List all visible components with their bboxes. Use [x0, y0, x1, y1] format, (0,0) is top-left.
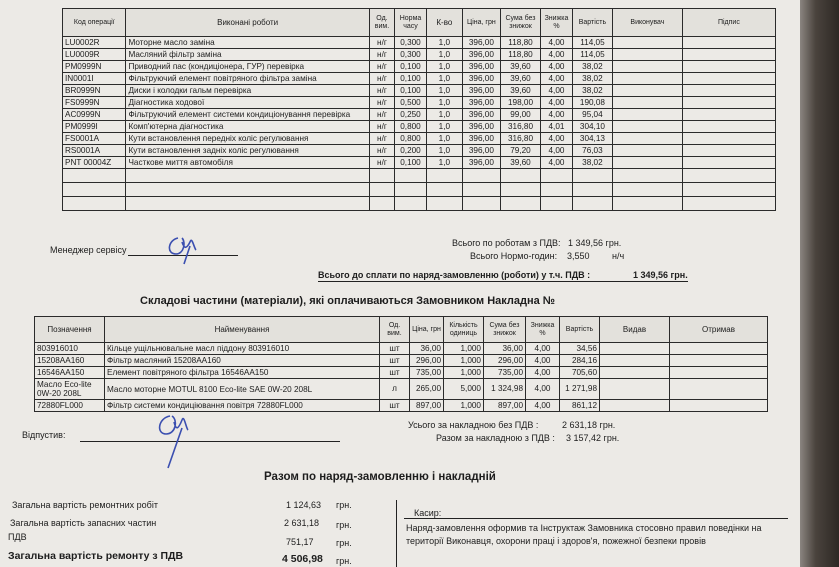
norm-hours-unit: н/ч	[612, 251, 625, 261]
part-unit-cell: шт	[380, 400, 410, 412]
work-qty-cell: 1,0	[426, 133, 462, 145]
part-discount-cell: 4,00	[526, 400, 560, 412]
work-cost-cell: 38,02	[572, 85, 612, 97]
parts-row	[35, 343, 768, 355]
parts-row	[35, 355, 768, 367]
summary-repair-label: Загальна вартість ремонтних робіт	[12, 500, 158, 510]
works-header-unit: Од. вим.	[369, 9, 394, 37]
part-discount-cell: 4,00	[526, 379, 560, 400]
parts-title: Складові частини (матеріали), які оплачиваються Замовником Накладна №	[140, 295, 556, 307]
parts-received-cell	[670, 379, 768, 400]
work-price-cell: 396,00	[462, 61, 500, 73]
work-qty-cell: 1,0	[426, 121, 462, 133]
part-name-cell: Фільтр системи кондиціювання повітря 72880FL000	[105, 400, 380, 412]
work-discount-cell: 4,00	[541, 97, 573, 109]
notice-top-line	[404, 518, 788, 519]
work-qty-cell: 1,0	[426, 61, 462, 73]
works-executor-cell	[613, 49, 683, 61]
work-cost-cell: 190,08	[572, 97, 612, 109]
work-price-cell: 396,00	[462, 73, 500, 85]
work-discount-cell: 4,00	[541, 145, 573, 157]
works-header-discount: Знижка %	[541, 9, 573, 37]
part-sum-cell: 735,00	[484, 367, 526, 379]
work-cost-cell: 76,03	[572, 145, 612, 157]
part-price-cell: 296,00	[410, 355, 444, 367]
work-name-cell: Диски і колодки гальм перевірка	[126, 85, 369, 97]
parts-vat-value: 3 157,42 грн.	[566, 433, 620, 443]
works-executor-cell	[613, 109, 683, 121]
work-code-cell: PM0999N	[63, 61, 126, 73]
work-norm-cell: 0,500	[395, 97, 427, 109]
works-row	[63, 37, 776, 49]
summary-parts-label: Загальна вартість запасних частин	[10, 518, 157, 528]
works-row	[63, 109, 776, 121]
works-header-qty: К-во	[426, 9, 462, 37]
work-norm-cell: 0,300	[395, 37, 427, 49]
works-row	[63, 73, 776, 85]
work-discount-cell: 4,00	[541, 61, 573, 73]
parts-no-vat-label: Усього за накладною без ПДВ :	[408, 420, 539, 430]
part-cost-cell: 1 271,98	[560, 379, 600, 400]
work-code-cell: RS0001A	[63, 145, 126, 157]
work-price-cell: 396,00	[462, 37, 500, 49]
work-sum-cell: 79,20	[500, 145, 540, 157]
part-qty-cell: 1,000	[444, 343, 484, 355]
work-discount-cell: 4,00	[541, 49, 573, 61]
work-cost-cell: 304,13	[572, 133, 612, 145]
parts-header-price: Ціна, грн	[410, 317, 444, 343]
summary-vat-currency: грн.	[336, 538, 352, 548]
work-qty-cell: 1,0	[426, 145, 462, 157]
works-signature-cell	[682, 157, 775, 169]
work-sum-cell: 316,80	[500, 121, 540, 133]
part-price-cell: 735,00	[410, 367, 444, 379]
part-name-cell: Масло моторне MOTUL 8100 Eco-lite SAE 0W-20 208L	[105, 379, 380, 400]
work-name-cell: Приводний пас (кондиціонера, ГУР) перевірка	[126, 61, 369, 73]
work-qty-cell: 1,0	[426, 109, 462, 121]
work-qty-cell: 1,0	[426, 97, 462, 109]
work-cost-cell: 304,10	[572, 121, 612, 133]
work-qty-cell: 1,0	[426, 85, 462, 97]
works-executor-cell	[613, 61, 683, 73]
parts-table	[34, 316, 768, 412]
works-empty-row	[63, 183, 776, 197]
work-sum-cell: 198,00	[500, 97, 540, 109]
works-empty-row	[63, 197, 776, 211]
works-header-price: Ціна, грн	[462, 9, 500, 37]
work-price-cell: 396,00	[462, 97, 500, 109]
summary-total-label: Загальна вартість ремонту з ПДВ	[8, 550, 184, 562]
work-unit-cell: н/г	[369, 49, 394, 61]
work-norm-cell: 0,100	[395, 61, 427, 73]
work-sum-cell: 99,00	[500, 109, 540, 121]
work-sum-cell: 39,60	[500, 157, 540, 169]
work-code-cell: FS0001A	[63, 133, 126, 145]
works-signature-cell	[682, 73, 775, 85]
works-signature-cell	[682, 109, 775, 121]
work-unit-cell: н/г	[369, 37, 394, 49]
work-name-cell: Діагностика ходової	[126, 97, 369, 109]
work-sum-cell: 39,60	[500, 61, 540, 73]
work-unit-cell: н/г	[369, 121, 394, 133]
work-name-cell: Комп'ютерна діагностика	[126, 121, 369, 133]
work-price-cell: 396,00	[462, 85, 500, 97]
part-code-cell: Масло Eco-lite 0W-20 208L	[35, 379, 105, 400]
work-code-cell: PM0999I	[63, 121, 126, 133]
parts-received-cell	[670, 400, 768, 412]
part-name-cell: Кільце ущільнювальне масл піддону 803916010	[105, 343, 380, 355]
work-norm-cell: 0,800	[395, 133, 427, 145]
work-unit-cell: н/г	[369, 85, 394, 97]
parts-header-row	[35, 317, 768, 343]
work-discount-cell: 4,01	[541, 121, 573, 133]
norm-hours-value: 3,550	[567, 251, 590, 261]
work-discount-cell: 4,00	[541, 73, 573, 85]
works-pay-label: Всього до сплати по наряд-замовленню (роботи) у т.ч. ПДВ :	[318, 270, 591, 280]
part-qty-cell: 5,000	[444, 379, 484, 400]
work-cost-cell: 38,02	[572, 61, 612, 73]
work-code-cell: LU0009R	[63, 49, 126, 61]
parts-header-sum: Сума без знижок	[484, 317, 526, 343]
part-price-cell: 265,00	[410, 379, 444, 400]
work-code-cell: LU0002R	[63, 37, 126, 49]
work-discount-cell: 4,00	[541, 85, 573, 97]
work-norm-cell: 0,300	[395, 49, 427, 61]
work-norm-cell: 0,100	[395, 157, 427, 169]
summary-parts-currency: грн.	[336, 520, 352, 530]
work-qty-cell: 1,0	[426, 49, 462, 61]
works-executor-cell	[613, 133, 683, 145]
works-signature-cell	[682, 97, 775, 109]
works-empty-row	[63, 169, 776, 183]
works-total-label: Всього по роботам з ПДВ:	[452, 238, 561, 248]
works-row	[63, 97, 776, 109]
work-unit-cell: н/г	[369, 109, 394, 121]
work-norm-cell: 0,800	[395, 121, 427, 133]
summary-repair-value: 1 124,63	[286, 500, 322, 510]
work-name-cell: Часткове миття автомобіля	[126, 157, 369, 169]
summary-vat-value: 751,17	[286, 537, 314, 547]
part-name-cell: Елемент повітряного фільтра 16546AA150	[105, 367, 380, 379]
work-norm-cell: 0,200	[395, 145, 427, 157]
works-header-row	[63, 9, 776, 37]
work-discount-cell: 4,00	[541, 157, 573, 169]
works-header-signature: Підпис	[682, 9, 775, 37]
work-cost-cell: 38,02	[572, 73, 612, 85]
works-header-code: Код операції	[63, 9, 126, 37]
work-name-cell: Фільтруючий елемент повітряного фільтра заміна	[126, 73, 369, 85]
part-sum-cell: 36,00	[484, 343, 526, 355]
manager-signature	[160, 228, 208, 268]
work-discount-cell: 4,00	[541, 109, 573, 121]
work-cost-cell: 38,02	[572, 157, 612, 169]
work-unit-cell: н/г	[369, 145, 394, 157]
work-norm-cell: 0,100	[395, 73, 427, 85]
work-code-cell: FS0999N	[63, 97, 126, 109]
works-table	[62, 8, 776, 211]
work-sum-cell: 118,80	[500, 37, 540, 49]
works-executor-cell	[613, 97, 683, 109]
work-unit-cell: н/г	[369, 97, 394, 109]
work-sum-cell: 39,60	[500, 73, 540, 85]
part-unit-cell: шт	[380, 355, 410, 367]
parts-issued-cell	[600, 367, 670, 379]
part-sum-cell: 897,00	[484, 400, 526, 412]
work-price-cell: 396,00	[462, 133, 500, 145]
background-edge	[800, 0, 839, 567]
works-header-work: Виконані роботи	[126, 9, 369, 37]
parts-row	[35, 400, 768, 412]
released-label: Відпустив:	[22, 430, 66, 440]
notice-text: Наряд-замовлення оформив та Інструктаж Замовника стосовно правил поведінки на території Виконавця, охорони праці і здоров'я, пожежної безпеки провів	[406, 523, 762, 546]
summary-title: Разом по наряд-замовленню і накладній	[264, 471, 496, 483]
parts-issued-cell	[600, 355, 670, 367]
work-name-cell: Кути встановлення задніх коліс регулювання	[126, 145, 369, 157]
work-name-cell: Фільтруючий елемент системи кондиціонування перевірка	[126, 109, 369, 121]
parts-issued-cell	[600, 400, 670, 412]
parts-header-received: Отримав	[670, 317, 768, 343]
part-code-cell: 16546AA150	[35, 367, 105, 379]
works-header-executor: Виконувач	[613, 9, 683, 37]
work-price-cell: 396,00	[462, 49, 500, 61]
part-discount-cell: 4,00	[526, 367, 560, 379]
part-code-cell: 72880FL000	[35, 400, 105, 412]
part-unit-cell: шт	[380, 343, 410, 355]
parts-received-cell	[670, 367, 768, 379]
work-unit-cell: н/г	[369, 157, 394, 169]
summary-total-value: 4 506,98	[282, 553, 323, 565]
works-signature-cell	[682, 37, 775, 49]
works-row	[63, 145, 776, 157]
parts-header-cost: Вартість	[560, 317, 600, 343]
works-executor-cell	[613, 73, 683, 85]
works-row	[63, 61, 776, 73]
works-signature-cell	[682, 49, 775, 61]
works-signature-cell	[682, 85, 775, 97]
works-row	[63, 49, 776, 61]
works-pay-value: 1 349,56 грн.	[633, 270, 688, 280]
works-row	[63, 121, 776, 133]
parts-header-code: Позначення	[35, 317, 105, 343]
part-unit-cell: шт	[380, 367, 410, 379]
part-cost-cell: 705,60	[560, 367, 600, 379]
works-executor-cell	[613, 85, 683, 97]
works-executor-cell	[613, 37, 683, 49]
work-discount-cell: 4,00	[541, 133, 573, 145]
work-norm-cell: 0,250	[395, 109, 427, 121]
work-price-cell: 396,00	[462, 157, 500, 169]
parts-issued-cell	[600, 343, 670, 355]
works-row	[63, 133, 776, 145]
part-cost-cell: 861,12	[560, 400, 600, 412]
work-name-cell: Масляний фільтр заміна	[126, 49, 369, 61]
part-cost-cell: 284,16	[560, 355, 600, 367]
work-code-cell: IN0001I	[63, 73, 126, 85]
parts-header-unit: Од. вим.	[380, 317, 410, 343]
work-cost-cell: 114,05	[572, 49, 612, 61]
part-code-cell: 803916010	[35, 343, 105, 355]
work-qty-cell: 1,0	[426, 73, 462, 85]
norm-hours-label: Всього Нормо-годин:	[470, 251, 558, 261]
released-signature	[150, 408, 200, 472]
work-unit-cell: н/г	[369, 133, 394, 145]
parts-header-issued: Видав	[600, 317, 670, 343]
released-signature-line	[80, 441, 340, 442]
work-unit-cell: н/г	[369, 61, 394, 73]
work-name-cell: Моторне масло заміна	[126, 37, 369, 49]
parts-row	[35, 367, 768, 379]
work-price-cell: 396,00	[462, 121, 500, 133]
summary-parts-value: 2 631,18	[284, 518, 320, 528]
parts-vat-label: Разом за накладною з ПДВ :	[436, 433, 555, 443]
parts-no-vat-value: 2 631,18 грн.	[562, 420, 616, 430]
work-code-cell: PNT 00004Z	[63, 157, 126, 169]
work-sum-cell: 39,60	[500, 85, 540, 97]
part-cost-cell: 34,56	[560, 343, 600, 355]
works-header-sum: Сума без знижок	[500, 9, 540, 37]
part-price-cell: 36,00	[410, 343, 444, 355]
work-sum-cell: 316,80	[500, 133, 540, 145]
work-norm-cell: 0,100	[395, 85, 427, 97]
summary-total-currency: грн.	[336, 556, 352, 566]
work-code-cell: AC0999N	[63, 109, 126, 121]
works-executor-cell	[613, 145, 683, 157]
part-price-cell: 897,00	[410, 400, 444, 412]
part-code-cell: 15208AA160	[35, 355, 105, 367]
works-total-value: 1 349,56 грн.	[568, 238, 622, 248]
works-row	[63, 85, 776, 97]
summary-vat-label: ПДВ	[8, 532, 27, 542]
work-cost-cell: 95,04	[572, 109, 612, 121]
part-qty-cell: 1,000	[444, 400, 484, 412]
part-discount-cell: 4,00	[526, 355, 560, 367]
works-signature-cell	[682, 61, 775, 73]
cashier-label: Касир:	[414, 508, 442, 518]
part-discount-cell: 4,00	[526, 343, 560, 355]
work-price-cell: 396,00	[462, 145, 500, 157]
parts-header-discount: Знижка %	[526, 317, 560, 343]
works-signature-cell	[682, 133, 775, 145]
part-qty-cell: 1,000	[444, 355, 484, 367]
manager-label: Менеджер сервісу	[50, 245, 127, 255]
work-sum-cell: 118,80	[500, 49, 540, 61]
part-sum-cell: 296,00	[484, 355, 526, 367]
part-sum-cell: 1 324,98	[484, 379, 526, 400]
part-name-cell: Фільтр масляний 15208AA160	[105, 355, 380, 367]
works-signature-cell	[682, 121, 775, 133]
works-executor-cell	[613, 157, 683, 169]
works-header-cost: Вартість	[572, 9, 612, 37]
work-qty-cell: 1,0	[426, 37, 462, 49]
parts-header-qty: Кількість одиниць	[444, 317, 484, 343]
work-price-cell: 396,00	[462, 109, 500, 121]
summary-repair-currency: грн.	[336, 500, 352, 510]
works-signature-cell	[682, 145, 775, 157]
works-pay-underline	[318, 281, 688, 282]
work-unit-cell: н/г	[369, 73, 394, 85]
summary-divider	[396, 500, 397, 567]
work-name-cell: Кути встановлення передніх коліс регулювання	[126, 133, 369, 145]
parts-received-cell	[670, 355, 768, 367]
part-qty-cell: 1,000	[444, 367, 484, 379]
work-qty-cell: 1,0	[426, 157, 462, 169]
parts-issued-cell	[600, 379, 670, 400]
part-unit-cell: л	[380, 379, 410, 400]
works-executor-cell	[613, 121, 683, 133]
works-header-norm: Норма часу	[395, 9, 427, 37]
parts-row	[35, 379, 768, 400]
parts-received-cell	[670, 343, 768, 355]
work-cost-cell: 114,05	[572, 37, 612, 49]
work-code-cell: BR0999N	[63, 85, 126, 97]
work-discount-cell: 4,00	[541, 37, 573, 49]
parts-header-name: Найменування	[105, 317, 380, 343]
works-row	[63, 157, 776, 169]
